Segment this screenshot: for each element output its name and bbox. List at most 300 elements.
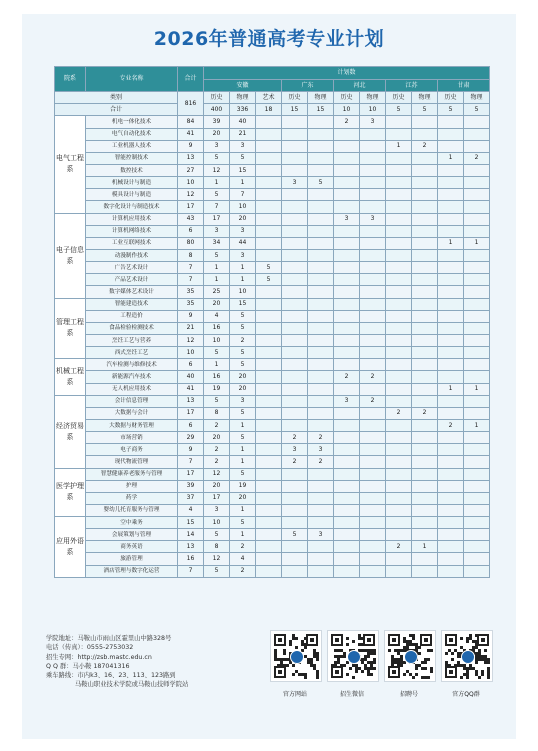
- qr-module: [415, 667, 418, 670]
- plan-cell: [256, 395, 282, 407]
- plan-cell: [308, 419, 334, 431]
- plan-cell: [360, 286, 386, 298]
- major-name: 大数据与会计: [86, 407, 178, 419]
- plan-cell: [464, 225, 490, 237]
- plan-cell: 3: [230, 249, 256, 261]
- plan-cell: [308, 128, 334, 140]
- plan-cell: 5: [230, 152, 256, 164]
- major-total: 15: [178, 517, 204, 529]
- plan-cell: [412, 504, 438, 516]
- plan-cell: [464, 456, 490, 468]
- plan-cell: [256, 286, 282, 298]
- department-name: 机械工程系: [55, 359, 86, 395]
- plan-cell: [282, 201, 308, 213]
- qr-label: 官方QQ群: [452, 691, 480, 698]
- plan-cell: [282, 480, 308, 492]
- plan-cell: 5: [204, 395, 230, 407]
- table-row: [55, 225, 490, 237]
- plan-cell: [256, 444, 282, 456]
- plan-cell: [464, 213, 490, 225]
- plan-cell: [282, 553, 308, 565]
- category-total: 15: [308, 104, 334, 116]
- plan-cell: 3: [282, 177, 308, 189]
- table-row: [55, 310, 490, 322]
- qr-code-wechat[interactable]: [327, 630, 379, 682]
- qr-module: [418, 646, 421, 649]
- plan-cell: 2: [360, 371, 386, 383]
- plan-cell: [386, 347, 412, 359]
- qr-finder: [363, 634, 375, 646]
- qr-module: [316, 676, 319, 679]
- plan-cell: [464, 286, 490, 298]
- header-major: 专业名称: [86, 67, 178, 92]
- plan-cell: 3: [230, 140, 256, 152]
- major-name: 药学: [86, 492, 178, 504]
- plan-cell: [360, 419, 386, 431]
- plan-cell: [334, 189, 360, 201]
- table-row: [55, 347, 490, 359]
- major-name: 广告艺术设计: [86, 262, 178, 274]
- plan-cell: [334, 529, 360, 541]
- plan-cell: 1: [438, 383, 464, 395]
- qr-module: [304, 676, 307, 679]
- plan-cell: [412, 152, 438, 164]
- plan-cell: 19: [204, 383, 230, 395]
- major-total: 17: [178, 201, 204, 213]
- plan-cell: [334, 347, 360, 359]
- plan-cell: 5: [282, 529, 308, 541]
- plan-cell: [464, 128, 490, 140]
- qr-module: [367, 655, 370, 658]
- plan-cell: [334, 201, 360, 213]
- qr-module: [295, 646, 298, 649]
- plan-cell: [412, 249, 438, 261]
- category-cell: 历史: [334, 92, 360, 104]
- major-total: 41: [178, 383, 204, 395]
- table-row: [55, 432, 490, 444]
- department-name: 管理工程系: [55, 298, 86, 359]
- table-row: [55, 237, 490, 249]
- plan-cell: [360, 504, 386, 516]
- plan-cell: [308, 504, 334, 516]
- plan-cell: [256, 480, 282, 492]
- plan-cell: [412, 444, 438, 456]
- category-cell: 历史: [386, 92, 412, 104]
- qr-finder: [445, 666, 457, 678]
- plan-cell: [308, 262, 334, 274]
- plan-cell: [360, 140, 386, 152]
- category-total: 18: [256, 104, 282, 116]
- plan-cell: 1: [412, 541, 438, 553]
- plan-cell: [412, 128, 438, 140]
- bus-route-text: 乘车路线：市内k3、16、23、113、123路到: [46, 672, 176, 680]
- major-name: 工业机器人技术: [86, 140, 178, 152]
- table-row: [55, 322, 490, 334]
- plan-cell: [386, 201, 412, 213]
- plan-cell: [360, 347, 386, 359]
- plan-cell: 5: [256, 274, 282, 286]
- plan-cell: [464, 468, 490, 480]
- major-name: 汽车检测与维修技术: [86, 359, 178, 371]
- qr-module: [295, 637, 298, 640]
- plan-cell: [282, 189, 308, 201]
- major-name: 智能控制技术: [86, 152, 178, 164]
- header-total: 合计: [178, 67, 204, 92]
- major-name: 新能源汽车技术: [86, 371, 178, 383]
- major-name: 护理: [86, 480, 178, 492]
- plan-cell: [386, 274, 412, 286]
- plan-cell: 2: [386, 407, 412, 419]
- qr-module: [346, 673, 349, 676]
- plan-cell: [438, 565, 464, 577]
- plan-cell: 5: [204, 347, 230, 359]
- plan-cell: [256, 504, 282, 516]
- qr-module: [292, 673, 295, 676]
- phone-text: 电话（传真）：0555-2753032: [46, 644, 134, 652]
- plan-cell: [334, 225, 360, 237]
- plan-cell: [308, 274, 334, 286]
- major-total: 4: [178, 504, 204, 516]
- header-province: 安徽: [204, 80, 282, 92]
- qr-module: [424, 667, 427, 670]
- plan-cell: [464, 322, 490, 334]
- table-row: [55, 116, 490, 128]
- plan-cell: [464, 432, 490, 444]
- plan-cell: 7: [204, 201, 230, 213]
- plan-cell: 1: [230, 529, 256, 541]
- table-row: [55, 201, 490, 213]
- plan-cell: [386, 383, 412, 395]
- plan-cell: [386, 116, 412, 128]
- qr-code-qq-group[interactable]: [441, 630, 493, 682]
- qr-code-recruit[interactable]: [384, 630, 436, 682]
- plan-cell: 2: [308, 432, 334, 444]
- plan-cell: [334, 480, 360, 492]
- plan-cell: [386, 262, 412, 274]
- plan-cell: 12: [204, 468, 230, 480]
- major-name: 机电一体化技术: [86, 116, 178, 128]
- grand-total: 816: [178, 92, 204, 116]
- plan-cell: 10: [204, 517, 230, 529]
- plan-cell: [360, 359, 386, 371]
- plan-cell: [256, 565, 282, 577]
- plan-cell: [464, 298, 490, 310]
- plan-cell: [282, 334, 308, 346]
- qr-module: [430, 649, 433, 652]
- plan-cell: 20: [204, 432, 230, 444]
- qr-module: [412, 676, 415, 679]
- major-name: 动漫制作技术: [86, 249, 178, 261]
- plan-cell: 3: [360, 116, 386, 128]
- plan-cell: [256, 140, 282, 152]
- plan-cell: [438, 347, 464, 359]
- major-name: 数控技术: [86, 164, 178, 176]
- plan-cell: 20: [230, 383, 256, 395]
- plan-cell: 1: [204, 359, 230, 371]
- major-total: 6: [178, 225, 204, 237]
- plan-cell: [308, 359, 334, 371]
- plan-cell: [256, 529, 282, 541]
- plan-cell: [386, 517, 412, 529]
- plan-cell: [412, 468, 438, 480]
- plan-cell: [282, 371, 308, 383]
- plan-cell: [360, 492, 386, 504]
- major-total: 9: [178, 140, 204, 152]
- major-name: 商务英语: [86, 541, 178, 553]
- plan-cell: [334, 541, 360, 553]
- plan-cell: [386, 310, 412, 322]
- qr-module: [430, 670, 433, 673]
- plan-cell: [438, 310, 464, 322]
- qr-logo: [347, 650, 361, 664]
- department-name: 医学护理系: [55, 468, 86, 517]
- plan-cell: 8: [204, 541, 230, 553]
- plan-cell: 1: [230, 504, 256, 516]
- plan-cell: [412, 419, 438, 431]
- plan-cell: [308, 541, 334, 553]
- qr-module: [451, 658, 454, 661]
- table-row: [55, 359, 490, 371]
- plan-cell: [282, 322, 308, 334]
- plan-cell: [256, 152, 282, 164]
- plan-cell: [464, 347, 490, 359]
- plan-cell: 2: [308, 456, 334, 468]
- plan-cell: [282, 152, 308, 164]
- plan-cell: [412, 274, 438, 286]
- plan-cell: [386, 480, 412, 492]
- plan-cell: [360, 517, 386, 529]
- plan-cell: [308, 225, 334, 237]
- plan-cell: [386, 164, 412, 176]
- plan-cell: [308, 371, 334, 383]
- plan-cell: 1: [230, 419, 256, 431]
- plan-cell: [464, 553, 490, 565]
- plan-cell: [256, 164, 282, 176]
- plan-cell: 2: [334, 116, 360, 128]
- plan-cell: [256, 237, 282, 249]
- plan-cell: [386, 177, 412, 189]
- plan-cell: 44: [230, 237, 256, 249]
- plan-cell: 2: [438, 419, 464, 431]
- plan-cell: [386, 189, 412, 201]
- major-name: 机械设计与制造: [86, 177, 178, 189]
- plan-cell: [308, 298, 334, 310]
- plan-cell: 5: [204, 249, 230, 261]
- plan-cell: [438, 322, 464, 334]
- major-name: 现代物流管理: [86, 456, 178, 468]
- plan-cell: [256, 298, 282, 310]
- plan-cell: [282, 359, 308, 371]
- plan-cell: [282, 468, 308, 480]
- plan-cell: [334, 286, 360, 298]
- table-row: [55, 140, 490, 152]
- plan-cell: [464, 177, 490, 189]
- plan-cell: [334, 504, 360, 516]
- plan-cell: [386, 128, 412, 140]
- qr-finder: [306, 634, 318, 646]
- plan-cell: [334, 456, 360, 468]
- plan-cell: [308, 468, 334, 480]
- table-row: [55, 213, 490, 225]
- plan-cell: [360, 274, 386, 286]
- plan-cell: [438, 444, 464, 456]
- major-name: 西式烹饪工艺: [86, 347, 178, 359]
- major-total: 9: [178, 310, 204, 322]
- plan-cell: [412, 492, 438, 504]
- plan-cell: [386, 152, 412, 164]
- plan-cell: 20: [230, 213, 256, 225]
- qr-finder: [388, 634, 400, 646]
- plan-cell: [256, 213, 282, 225]
- table-row: [55, 152, 490, 164]
- qr-module: [361, 643, 364, 646]
- plan-cell: [334, 298, 360, 310]
- plan-cell: 2: [204, 456, 230, 468]
- plan-cell: [256, 553, 282, 565]
- table-row: [55, 565, 490, 577]
- qr-module: [445, 652, 448, 655]
- plan-cell: [282, 274, 308, 286]
- major-total: 13: [178, 152, 204, 164]
- major-total: 41: [178, 128, 204, 140]
- plan-cell: [360, 201, 386, 213]
- plan-cell: 3: [230, 225, 256, 237]
- major-total: 13: [178, 541, 204, 553]
- table-row: [55, 274, 490, 286]
- major-total: 17: [178, 407, 204, 419]
- plan-cell: 3: [204, 140, 230, 152]
- plan-cell: 2: [464, 152, 490, 164]
- plan-cell: [438, 456, 464, 468]
- major-total: 8: [178, 249, 204, 261]
- header-plan: 计划数: [204, 67, 490, 80]
- plan-cell: [412, 201, 438, 213]
- plan-cell: [438, 529, 464, 541]
- plan-cell: 10: [230, 286, 256, 298]
- plan-cell: [438, 395, 464, 407]
- qr-code-website[interactable]: [270, 630, 322, 682]
- plan-cell: [334, 444, 360, 456]
- plan-cell: 2: [412, 407, 438, 419]
- table-row: [55, 334, 490, 346]
- qr-module: [403, 673, 406, 676]
- plan-cell: [282, 565, 308, 577]
- plan-cell: 1: [464, 419, 490, 431]
- plan-cell: [438, 249, 464, 261]
- plan-cell: 5: [204, 565, 230, 577]
- plan-cell: [308, 164, 334, 176]
- plan-cell: [334, 407, 360, 419]
- plan-cell: 2: [204, 419, 230, 431]
- plan-cell: [412, 225, 438, 237]
- plan-cell: [308, 347, 334, 359]
- plan-cell: [438, 541, 464, 553]
- qr-module: [283, 652, 286, 655]
- plan-cell: [438, 407, 464, 419]
- category-cell: 物理: [360, 92, 386, 104]
- plan-cell: [360, 334, 386, 346]
- footer: [22, 626, 516, 739]
- plan-cell: [256, 249, 282, 261]
- plan-cell: 12: [204, 164, 230, 176]
- plan-cell: [412, 456, 438, 468]
- plan-cell: [464, 517, 490, 529]
- plan-cell: [412, 213, 438, 225]
- table-row: [55, 249, 490, 261]
- major-total: 13: [178, 395, 204, 407]
- plan-cell: [256, 456, 282, 468]
- plan-cell: [412, 565, 438, 577]
- major-total: 21: [178, 322, 204, 334]
- qr-module: [391, 664, 394, 667]
- plan-cell: [386, 213, 412, 225]
- major-total: 35: [178, 286, 204, 298]
- plan-cell: 21: [230, 128, 256, 140]
- plan-cell: [412, 298, 438, 310]
- category-cell: 物理: [230, 92, 256, 104]
- qr-module: [373, 667, 376, 670]
- plan-cell: [386, 334, 412, 346]
- plan-cell: [334, 310, 360, 322]
- qr-label: 招生微信: [339, 691, 364, 698]
- plan-cell: [282, 249, 308, 261]
- major-name: 大数据与财务管理: [86, 419, 178, 431]
- category-cell: 历史: [438, 92, 464, 104]
- plan-cell: 1: [464, 237, 490, 249]
- plan-cell: [386, 419, 412, 431]
- plan-cell: [360, 298, 386, 310]
- plan-cell: 16: [204, 322, 230, 334]
- major-total: 14: [178, 529, 204, 541]
- plan-cell: [464, 274, 490, 286]
- plan-cell: [386, 298, 412, 310]
- plan-cell: 1: [204, 274, 230, 286]
- plan-cell: [334, 177, 360, 189]
- plan-cell: [256, 201, 282, 213]
- qr-module: [355, 670, 358, 673]
- plan-cell: 10: [204, 334, 230, 346]
- category-cell: 历史: [282, 92, 308, 104]
- plan-cell: [386, 553, 412, 565]
- page: [22, 14, 516, 739]
- plan-cell: [282, 492, 308, 504]
- plan-cell: [308, 249, 334, 261]
- plan-cell: 15: [230, 164, 256, 176]
- plan-cell: [412, 334, 438, 346]
- qr-module: [352, 640, 355, 643]
- plan-cell: [360, 237, 386, 249]
- plan-cell: [438, 480, 464, 492]
- table-row: [55, 553, 490, 565]
- qr-module: [427, 676, 430, 679]
- plan-cell: [464, 395, 490, 407]
- plan-cell: 17: [204, 492, 230, 504]
- plan-cell: [438, 128, 464, 140]
- plan-cell: [438, 286, 464, 298]
- plan-cell: [308, 553, 334, 565]
- plan-cell: [438, 504, 464, 516]
- plan-cell: [360, 480, 386, 492]
- major-total: 80: [178, 237, 204, 249]
- plan-cell: [256, 310, 282, 322]
- table-row: [55, 517, 490, 529]
- plan-cell: [360, 432, 386, 444]
- plan-cell: [360, 262, 386, 274]
- plan-cell: [282, 237, 308, 249]
- table-row: [55, 371, 490, 383]
- category-cell: 物理: [464, 92, 490, 104]
- plan-cell: [256, 116, 282, 128]
